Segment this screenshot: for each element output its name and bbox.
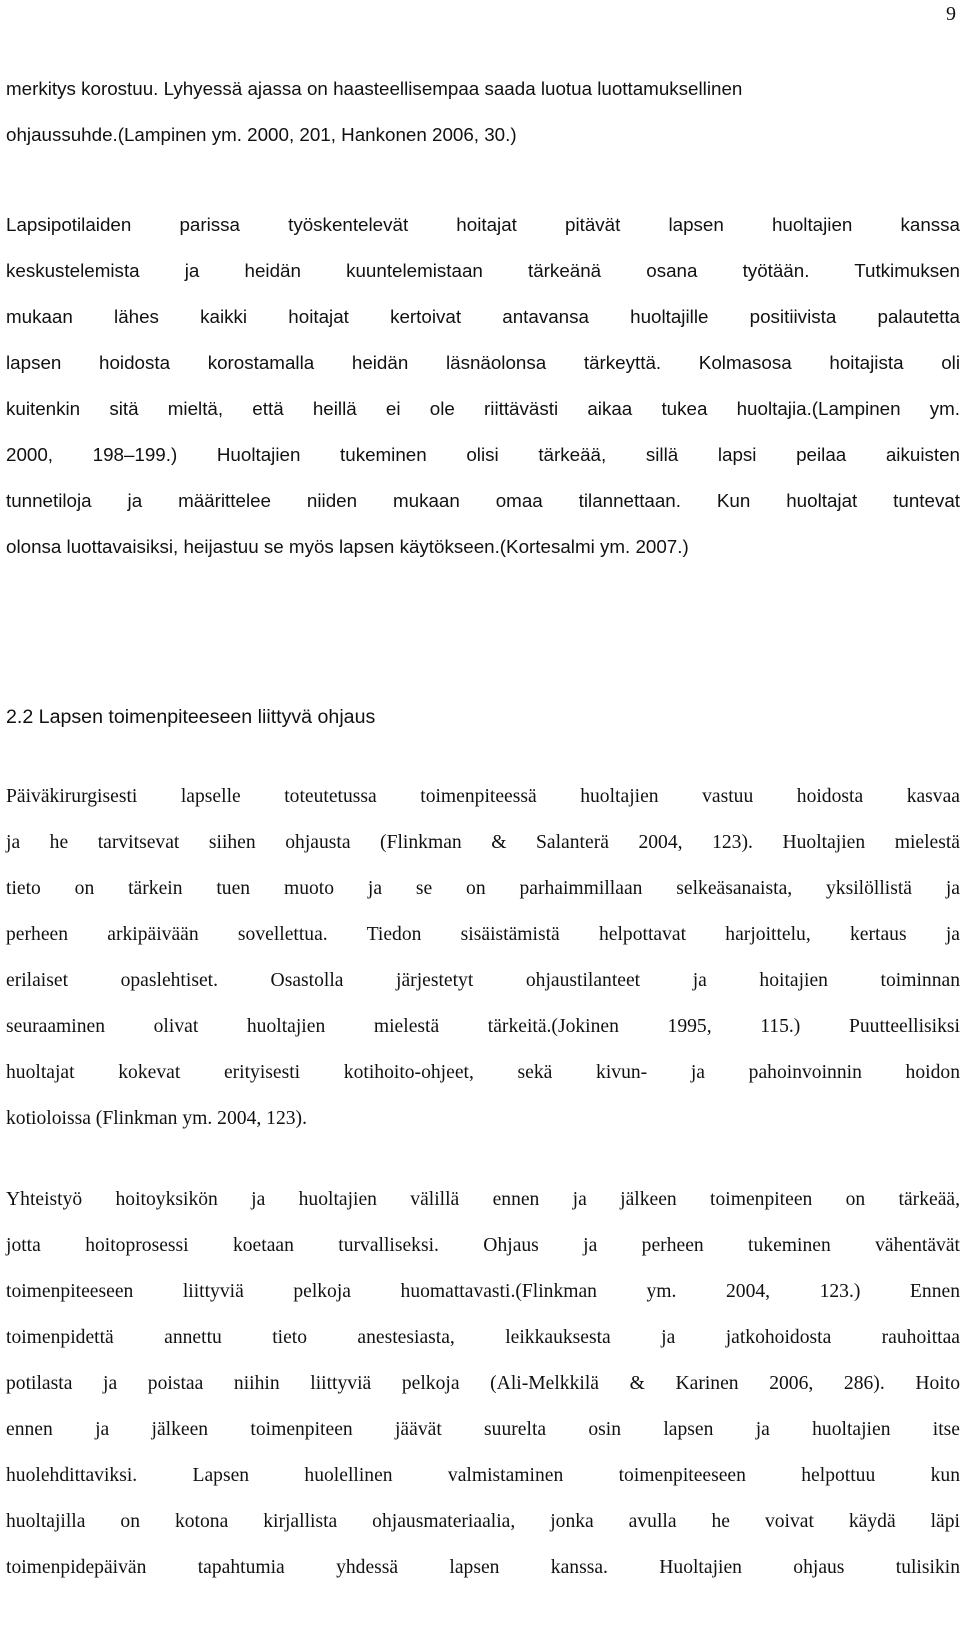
- text-line: keskustelemista ja heidän kuuntelemistaan tärkeänä osana työtään. Tutkimuksen: [6, 260, 960, 281]
- text-line: Yhteistyö hoitoyksikön ja huoltajien välillä ennen ja jälkeen toimenpiteen on tärkeää,: [6, 1189, 960, 1210]
- text-line: lapsen hoidosta korostamalla heidän läsnäolonsa tärkeyttä. Kolmasosa hoitajista oli: [6, 352, 960, 373]
- text-line: mukaan lähes kaikki hoitajat kertoivat antavansa huoltajille positiivista palautetta: [6, 306, 960, 327]
- paragraph-4: [6, 1177, 960, 1591]
- section-heading: 2.2 Lapsen toimenpiteeseen liittyvä ohjaus: [6, 706, 376, 728]
- text-line: toimenpiteeseen liittyviä pelkoja huomattavasti.(Flinkman ym. 2004, 123.) Ennen: [6, 1281, 960, 1302]
- text-line: huolehdittaviksi. Lapsen huolellinen valmistaminen toimenpiteeseen helpottuu kun: [6, 1465, 960, 1486]
- text-line: Lapsipotilaiden parissa työskentelevät hoitajat pitävät lapsen huoltajien kanssa: [6, 214, 960, 235]
- page-number: 9: [946, 3, 956, 25]
- paragraph-1: [6, 66, 960, 158]
- text-line: Päiväkirurgisesti lapselle toteutetussa toimenpiteessä huoltajien vastuu hoidosta kasvaa: [6, 786, 960, 807]
- text-line: kuitenkin sitä mieltä, että heillä ei ole riittävästi aikaa tukea huoltajia.(Lampinen ym.: [6, 398, 960, 419]
- text-line: tunnetiloja ja määrittelee niiden mukaan omaa tilannettaan. Kun huoltajat tuntevat: [6, 490, 960, 511]
- text-line: huoltajilla on kotona kirjallista ohjausmateriaalia, jonka avulla he voivat käydä läpi: [6, 1511, 960, 1532]
- text-line: merkitys korostuu. Lyhyessä ajassa on haasteellisempaa saada luotua luottamuksellinen: [6, 78, 743, 99]
- text-line: perheen arkipäivään sovellettua. Tiedon sisäistämistä helpottavat harjoittelu, kertaus ja: [6, 924, 960, 945]
- paragraph-3: [6, 774, 960, 1142]
- text-line: seuraaminen olivat huoltajien mielestä tärkeitä.(Jokinen 1995, 115.) Puutteellisiksi: [6, 1016, 960, 1037]
- text-line: ohjaussuhde.(Lampinen ym. 2000, 201, Hankonen 2006, 30.): [6, 124, 517, 145]
- text-line: huoltajat kokevat erityisesti kotihoito-ohjeet, sekä kivun- ja pahoinvoinnin hoidon: [6, 1062, 960, 1083]
- text-line: potilasta ja poistaa niihin liittyviä pelkoja (Ali-Melkkilä & Karinen 2006, 286). Hoito: [6, 1373, 960, 1394]
- text-line: olonsa luottavaisiksi, heijastuu se myös lapsen käytökseen.(Kortesalmi ym. 2007.): [6, 536, 689, 557]
- text-line: jotta hoitoprosessi koetaan turvalliseksi. Ohjaus ja perheen tukeminen vähentävät: [6, 1235, 960, 1256]
- text-line: erilaiset opaslehtiset. Osastolla järjestetyt ohjaustilanteet ja hoitajien toiminnan: [6, 970, 960, 991]
- paragraph-2: [6, 202, 960, 570]
- text-line: 2000, 198–199.) Huoltajien tukeminen olisi tärkeää, sillä lapsi peilaa aikuisten: [6, 444, 960, 465]
- text-line: toimenpidettä annettu tieto anestesiasta, leikkauksesta ja jatkohoidosta rauhoittaa: [6, 1327, 960, 1348]
- text-line: ennen ja jälkeen toimenpiteen jäävät suurelta osin lapsen ja huoltajien itse: [6, 1419, 960, 1440]
- text-line: toimenpidepäivän tapahtumia yhdessä lapsen kanssa. Huoltajien ohjaus tulisikin: [6, 1557, 960, 1578]
- text-line: kotioloissa (Flinkman ym. 2004, 123).: [6, 1108, 307, 1129]
- text-line: ja he tarvitsevat siihen ohjausta (Flinkman & Salanterä 2004, 123). Huoltajien mielestä: [6, 832, 960, 853]
- text-line: tieto on tärkein tuen muoto ja se on parhaimmillaan selkeäsanaista, yksilöllistä ja: [6, 878, 960, 899]
